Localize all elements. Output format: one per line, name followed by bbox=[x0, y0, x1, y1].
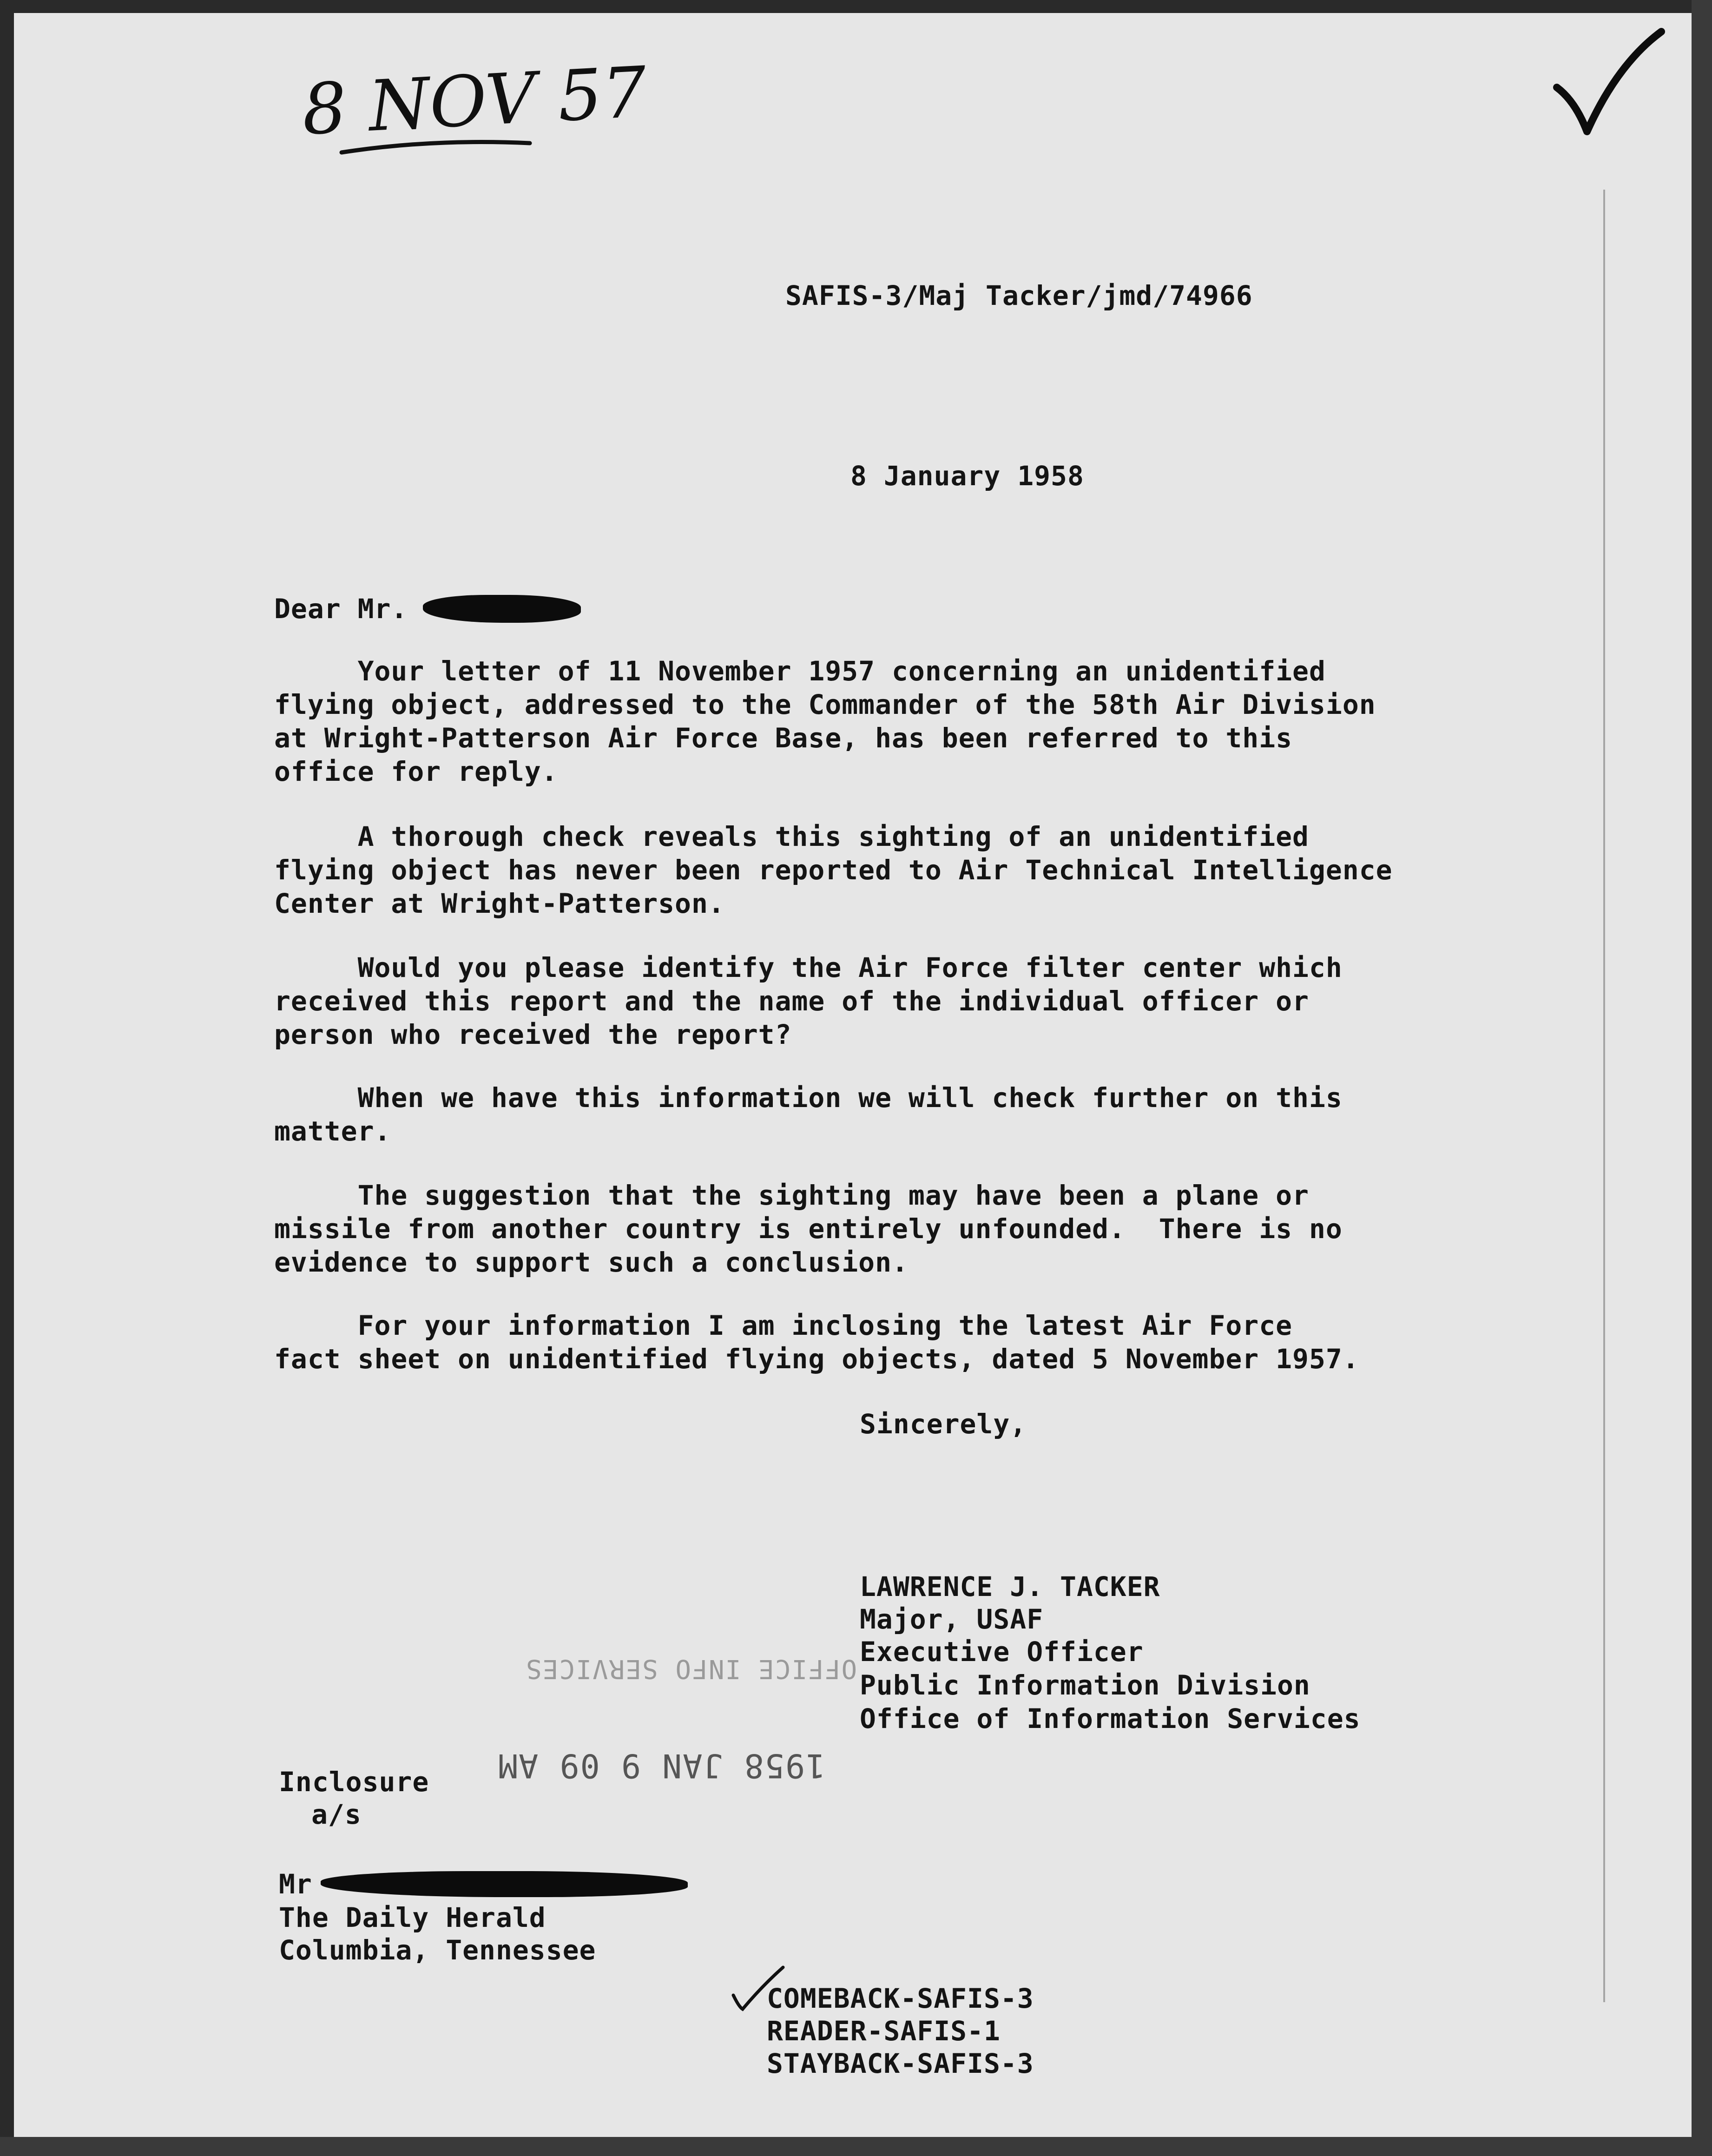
handwritten-date-note: 8 NOV 57 bbox=[300, 52, 649, 151]
paragraph-1: Your letter of 11 November 1957 concerning an unidentified flying object, addressed to the Commander of the 58th Air Division at Wright-Patterson Air Force Base, has been referred to this office for reply. bbox=[274, 655, 1376, 787]
addressee-line-2: Columbia, Tennessee bbox=[279, 1934, 596, 1966]
signer-division: Public Information Division bbox=[860, 1669, 1310, 1701]
signer-name: LAWRENCE J. TACKER bbox=[860, 1571, 1160, 1602]
handwritten-underline bbox=[339, 134, 534, 162]
paragraph-2: A thorough check reveals this sighting of an unidentified flying object has never been reported to Air Technical Intelligence Center at Wright-Patterson. bbox=[274, 821, 1393, 919]
signer-rank: Major, USAF bbox=[860, 1603, 1044, 1635]
paragraph-4: When we have this information we will check further on this matter. bbox=[274, 1082, 1343, 1147]
letter-date: 8 January 1958 bbox=[850, 460, 1084, 492]
addressee-prefix: Mr bbox=[279, 1868, 312, 1900]
paragraph-6: For your information I am inclosing the latest Air Force fact sheet on unidentified flying objects, dated 5 November 1957. bbox=[274, 1310, 1359, 1375]
received-stamp-office: OFFICE INFO SERVICES bbox=[525, 1654, 857, 1684]
addressee-line-1: The Daily Herald bbox=[279, 1902, 546, 1933]
distribution-stayback: STAYBACK-SAFIS-3 bbox=[767, 2048, 1034, 2079]
redaction-salutation-name bbox=[423, 595, 581, 623]
page-fold-line bbox=[1603, 190, 1605, 2002]
closing: Sincerely, bbox=[860, 1408, 1027, 1440]
paragraph-3: Would you please identify the Air Force filter center which received this report and the name of the individual officer or person who received the report? bbox=[274, 952, 1343, 1050]
signer-office: Office of Information Services bbox=[860, 1703, 1361, 1734]
inclosure-note: a/s bbox=[311, 1799, 362, 1830]
check-mark-icon bbox=[1547, 22, 1668, 143]
redaction-addressee-name bbox=[321, 1871, 688, 1897]
salutation: Dear Mr. bbox=[274, 593, 408, 625]
distribution-reader: READER-SAFIS-1 bbox=[767, 2015, 1001, 2047]
reference-line: SAFIS-3/Maj Tacker/jmd/74966 bbox=[785, 280, 1253, 311]
inclosure-label: Inclosure bbox=[279, 1766, 429, 1798]
document-page bbox=[14, 13, 1696, 2137]
received-stamp-date: 1958 JAN 9 09 AM bbox=[497, 1747, 826, 1785]
signer-title: Executive Officer bbox=[860, 1636, 1144, 1668]
scan-edge-bottom bbox=[0, 2137, 1712, 2156]
scan-edge-right bbox=[1692, 0, 1712, 2156]
paragraph-5: The suggestion that the sighting may have been a plane or missile from another country is entirely unfounded. There is no evidence to support such a conclusion. bbox=[274, 1180, 1343, 1278]
distribution-comeback: COMEBACK-SAFIS-3 bbox=[767, 1983, 1034, 2014]
